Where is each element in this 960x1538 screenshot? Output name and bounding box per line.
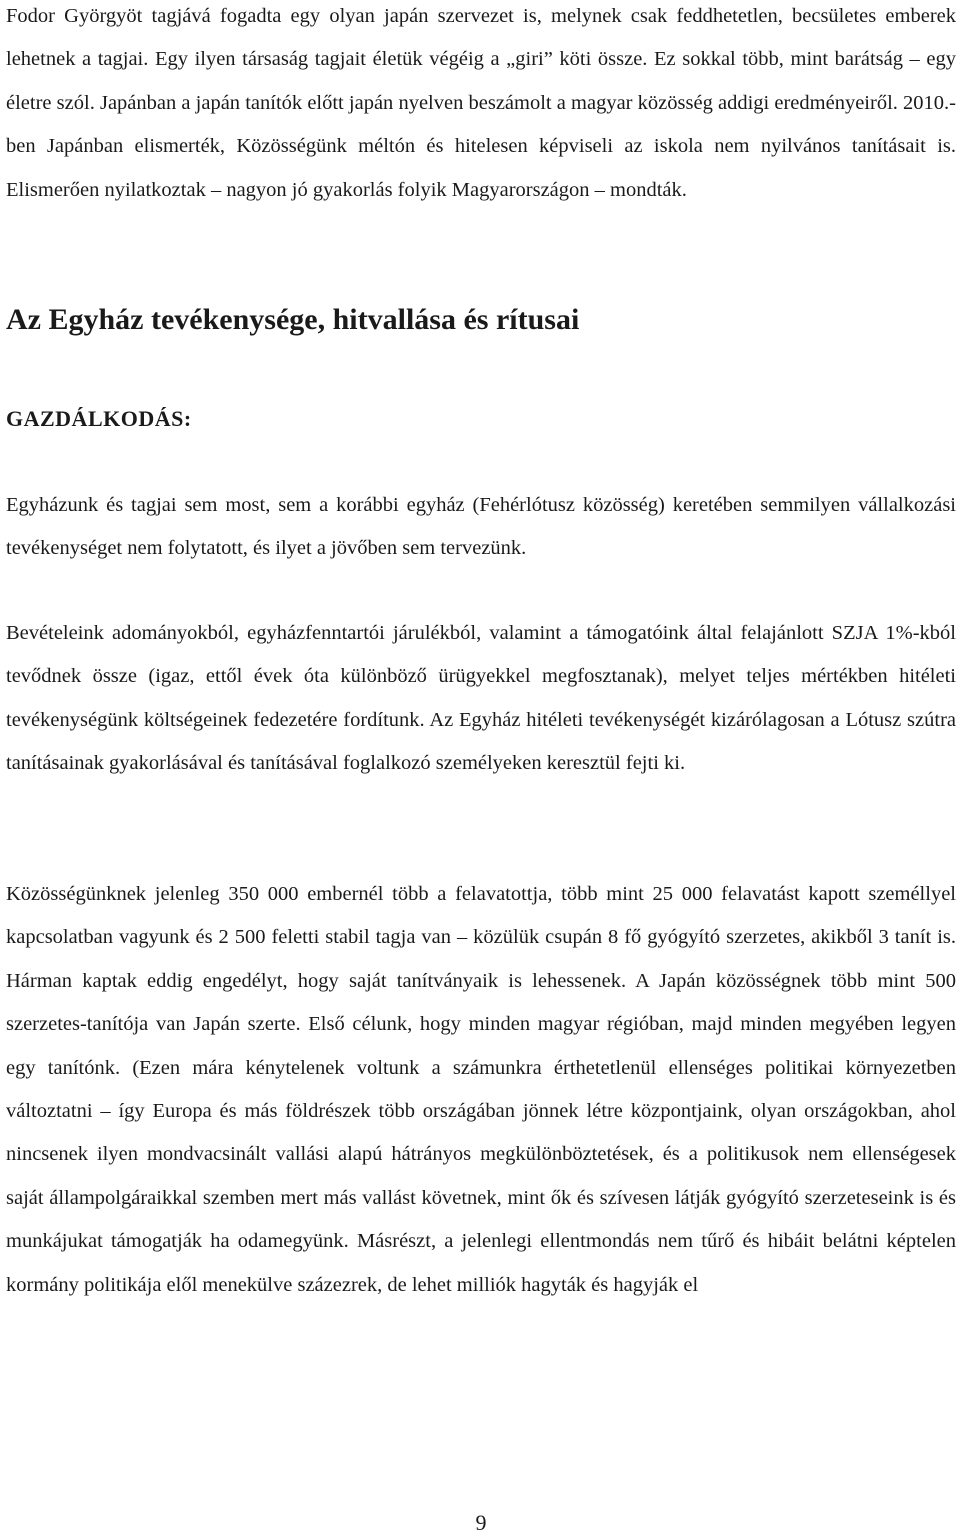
subsection-heading: GAZDÁLKODÁS: — [6, 406, 192, 431]
section-heading: Az Egyház tevékenysége, hitvallása és rítusai — [6, 303, 580, 336]
paragraph-income: Bevételeink adományokból, egyházfenntartói járulékból, valamint a támogatóink által felajánlott SZJA 1%-kból tevődnek össze (igaz, ettől évek óta különböző ürügyekkel megfosztanak), melyet teljes mértékben hitéleti tevékenységünk költségeinek fedezetére fordítunk. Az Egyház hitéleti tevékenységét kizárólagosan a Lótusz szútra tanításainak gyakorlásával és tanításával foglalkozó személyeken keresztül fejti ki. — [6, 622, 956, 775]
paragraph-community: Közösségünknek jelenleg 350 000 embernél több a felavatottja, több mint 25 000 felavatást kapott személlyel kapcsolatban vagyunk és 2 500 feletti stabil tagja van – közülük csupán 8 fő gyógyító szerzetes, akikből 3 tanít is. Hárman kaptak eddig engedélyt, hogy saját tanítványaik is lehessenek. A Japán közösségnek több mint 500 szerzetes-tanítója van Japán szerte. Első célunk, hogy minden magyar régióban, majd minden megyében legyen egy tanítónk. (Ezen mára kénytelenek voltunk a számunkra érthetetlenül ellenséges politikai környezetben változtatni – így Europa és más földrészek több országában jönnek létre központjaink, olyan országokban, ahol nincsenek ilyen mondvacsinált vallási alapú hátrányos megkülönböztetések, és a politikusok nem ellenségesek saját állampolgáraikkal szemben mert más vallást követnek, mint ők és szívesen látják gyógyító szerzeteseink is és munkájukat támogatják ha odamegyünk. Másrészt, a jelenlegi ellentmondás nem tűrő és hibáit belátni képtelen kormány politikája elől menekülve százezrek, de lehet milliók hagyták és hagyják el — [6, 883, 956, 1296]
intro-paragraph: Fodor Györgyöt tagjává fogadta egy olyan japán szervezet is, melynek csak feddhetetlen, becsületes emberek lehetnek a tagjai. Egy ilyen társaság tagjait életük végéig a „giri” köti össze. Ez sokkal több, mint barátság – egy életre szól. Japánban a japán tanítók előtt japán nyelven beszámolt a magyar közösség addigi eredményeiről. 2010.-ben Japánban elismerték, Közösségünk méltón és hitelesen képviseli az iskola nem nyilvános tanításait is. Elismerően nyilatkoztak – nagyon jó gyakorlás folyik Magyarországon – mondták. — [6, 5, 956, 201]
paragraph-business-activity: Egyházunk és tagjai sem most, sem a korábbi egyház (Fehérlótusz közösség) keretében semmilyen vállalkozási tevékenységet nem folytatott, és ilyet a jövőben sem tervezünk. — [6, 494, 956, 560]
page-number: 9 — [475, 1510, 487, 1535]
